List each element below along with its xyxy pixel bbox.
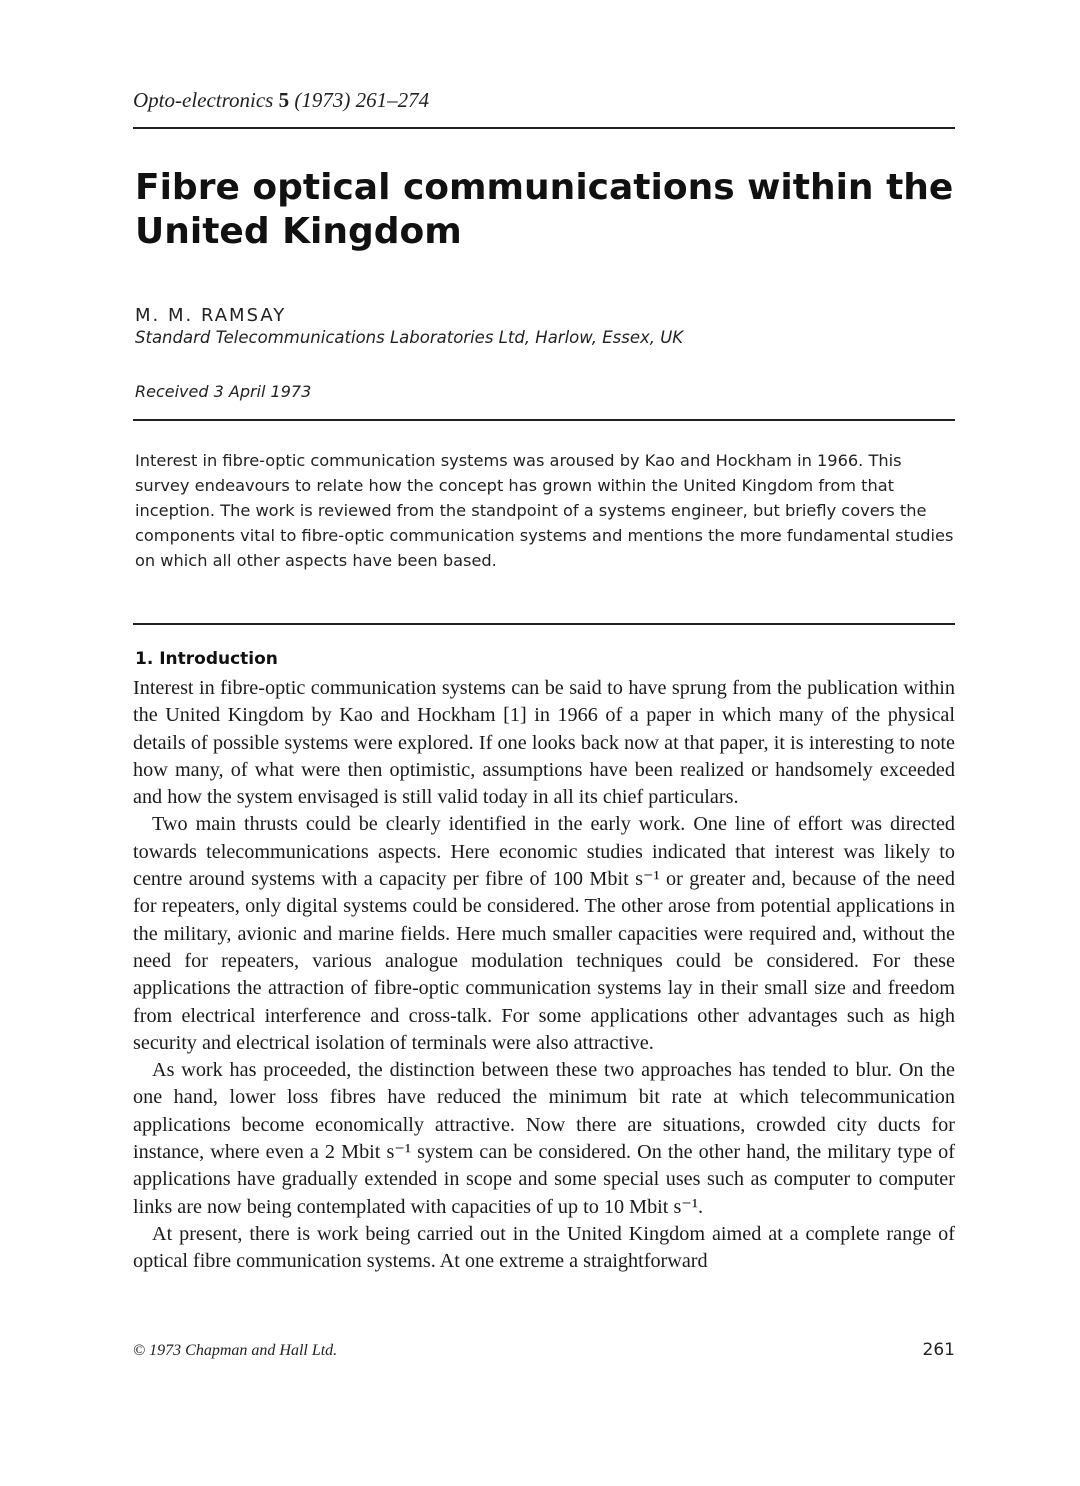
journal-year-pages: (1973) 261–274	[294, 88, 430, 112]
abstract: Interest in fibre-optic communication systems was aroused by Kao and Hockham in 1966. This survey endeavours to relate how the concept has grown within the United Kingdom from that inception. The work is reviewed from the standpoint of a systems engineer, but briefly covers the components vital to fibre-optic communication systems and mentions the more fundamental studies on which all other aspects have been based.	[135, 451, 954, 570]
author-name: M. M. RAMSAY	[135, 305, 287, 326]
article-title: Fibre optical communications within the United Kingdom	[135, 167, 954, 252]
page-footer	[133, 1340, 955, 1366]
journal-volume: 5	[278, 88, 290, 112]
body-paragraph: As work has proceeded, the distinction between these two approaches has tended to blur. On the one hand, lower loss fibres have reduced the minimum bit rate at which telecommunication applications become economically attractive. Now there are situations, crowded city ducts for instance, where even a 2 Mbit s⁻¹ system can be considered. On the other hand, the military type of applications have gradually extended in scope and some special uses such as computer to computer links are now being contemplated with capacities of up to 10 Mbit s⁻¹.	[133, 1059, 955, 1218]
abstract-bottom-rule	[133, 623, 955, 625]
abstract-top-rule	[133, 419, 955, 421]
journal-name: Opto-electronics	[133, 88, 274, 112]
section-heading: 1. Introduction	[135, 649, 278, 669]
section-body	[133, 675, 955, 1276]
header-rule	[133, 127, 955, 129]
body-paragraph: Interest in fibre-optic communication systems can be said to have sprung from the publication within the United Kingdom by Kao and Hockham [1] in 1966 of a paper in which many of the physical details of possible systems were explored. If one looks back now at that paper, it is interesting to note how many, of what were then optimistic, assumptions have been realized or handsomely exceeded and how the system envisaged is still valid today in all its chief particulars.	[133, 677, 955, 809]
received-date: Received 3 April 1973	[135, 382, 312, 401]
author-affiliation: Standard Telecommunications Laboratories Ltd, Harlow, Essex, UK	[135, 328, 684, 347]
page-number: 261	[922, 1340, 955, 1360]
body-paragraph: At present, there is work being carried out in the United Kingdom aimed at a complete range of optical fibre communication systems. At one extreme a straightforward	[133, 1222, 955, 1273]
body-paragraph: Two main thrusts could be clearly identified in the early work. One line of effort was directed towards telecommunications aspects. Here economic studies indicated that interest was likely to centre around systems with a capacity per fibre of 100 Mbit s⁻¹ or greater and, because of the need for repeaters, only digital systems could be considered. The other arose from potential applications in the military, avionic and marine fields. Here much smaller capacities were required and, without the need for repeaters, various analogue modulation techniques could be considered. For these applications the attraction of fibre-optic communication systems lay in their small size and freedom from electrical interference and cross-talk. For some applications other advantages such as high security and electrical isolation of terminals were also attractive.	[133, 813, 955, 1054]
copyright-notice: © 1973 Chapman and Hall Ltd.	[133, 1342, 338, 1359]
journal-citation	[133, 88, 429, 113]
